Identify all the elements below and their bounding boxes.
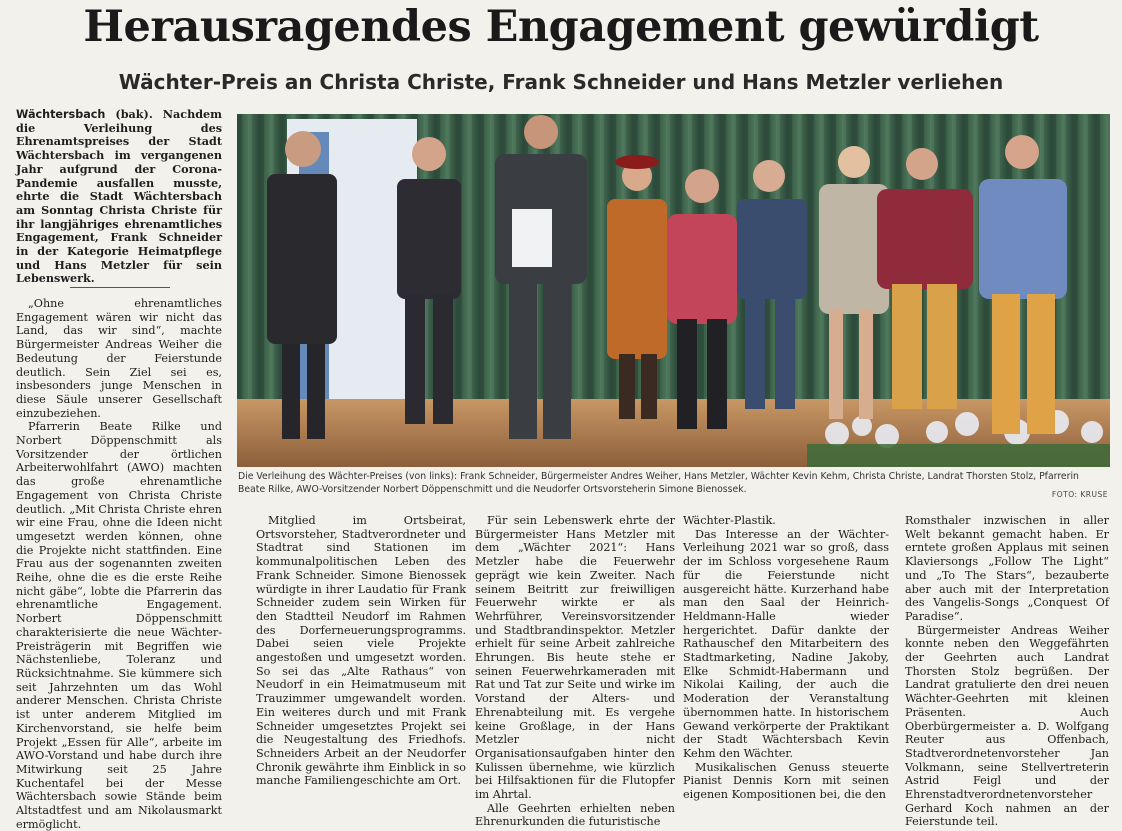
photo-caption: Die Verleihung des Wächter-Preises (von links): Frank Schneider, Bürgermeister Andres Weiher, Hans Metzler, Wächter Kevin Kehm, Christa Christe, Landrat Thorsten Stolz, Pfarrerin Beate Rilke, AWO-Vorsitzender Norbert Döppenschmitt und die Neudorfer Ortsvorsteherin Simone Bienossek. [238, 471, 1079, 495]
article-column-1 [16, 297, 222, 831]
paragraph: Musikalischen Genuss steuerte Pianist Dennis Korn mit seinen eigenen Kompositionen bei, die den [683, 760, 889, 802]
article-column-5 [905, 514, 1109, 829]
article-headline: Herausragendes Engagement gewürdigt [83, 2, 1039, 52]
paragraph: Bürgermeister Andreas Weiher konnte neben den Weggefährten der Geehrten auch Landrat Thorsten Stolz begrüßen. Der Landrat gratulierte den drei neuen Wächter-Geehrten mit kleinen Präsenten. Auch Oberbürgermeister a. D. Wolfgang Reuter aus Offenbach, Stadtverordnetenvorsteher Jan Volkmann, seine Stellvertreterin Astrid Feigl und der Ehrenstadtverordnetenvorsteher Gerhard Koch nahmen an der Feierstunde teil. [905, 623, 1109, 829]
paragraph: Das Interesse an der Wächter-Verleihung 2021 war so groß, dass der im Schloss vorgesehene Raum für die Feierstunde nicht ausgereicht hätte. Kurzerhand habe man den Saal der Heinrich-Heldmann-Halle wieder hergerichtet. Dafür dankte der Rathauschef den Mitarbeitern des Stadtmarketing, Nadine Jakoby, Elke Schmidt-Habermann und Nikolai Kailing, der auch die Moderation der Veranstaltung übernommen hatte. In historischem Gewand verkörperte der Praktikant der Stadt Wächtersbach Kevin Kehm den Wächter. [683, 527, 889, 760]
article-lead [16, 108, 222, 286]
paragraph: Wächter-Plastik. [683, 514, 776, 527]
paragraph: Pfarrerin Beate Rilke und Norbert Döppenschmitt als Vorsitzender der örtlichen Arbeiterwohlfahrt (AWO) machten das große ehrenamtliche Engagement von Christa Christe deutlich. „Mit Christa Christe ehren wir eine Frau, ohne die Ideen nicht umgesetzt werden können, ohne die Projekte nicht stattfinden. Eine Frau aus der sogenannten zweiten Reihe, ohne die es die erste Reihe nicht gäbe“, lobte die Pfarrerin das ehrenamtliche Engagement. Norbert Döppenschmitt charakterisierte die neue Wächter-Preisträgerin mit Begriffen wie Nächstenliebe, Toleranz und Rücksichtnahme. Sie kümmere sich seit Jahrzehnten um das Wohl anderer Menschen. Christa Christe ist unter anderem Mitglied im Kirchenvorstand, sie helfe beim Projekt „Essen für Alle“, arbeite im AWO-Vorstand und habe durch ihre Mitwirkung seit 25 Jahre Kuchentafel bei der Messe Wächtersbach sowie Stände beim Altstadtfest und am Nikolausmarkt ermöglicht. [16, 420, 222, 831]
article-column-4 [683, 514, 889, 802]
paragraph: Alle Geehrten erhielten neben Ehrenurkunden die futuristische [475, 801, 675, 829]
paragraph: „Ohne ehrenamtliches Engagement wären wir nicht das Land, das wir sind“, machte Bürgermeister Andreas Weiher die Bedeutung der Feierstunde deutlich. Sein Ziel sei es, insbesonders junge Menschen in diese Säule unserer Gesellschaft einzubeziehen. [16, 297, 222, 420]
article-column-2 [256, 514, 466, 788]
photo-credit: FOTO: KRUSE [1051, 490, 1108, 499]
ceremony-photo [237, 114, 1110, 467]
paragraph: Für sein Lebenswerk ehrte der Bürgermeister Hans Metzler mit dem „Wächter 2021“: Hans Metzler habe die Feuerwehr geprägt wie kein Zweiter. Nach seinem Beitritt zur freiwilligen Feuerwehr wirkte er als Wehrführer, Vereinsvorsitzender und Stadtbrandinspektor. Metzler erhielt für seine Arbeit zahlreiche Ehrungen. Bis heute stehe er seinen Feuerwehrkameraden mit Rat und Tat zur Seite und wirke im Vorstand der Alters- und Ehrenabteilung mit. Es vergehe keine Großlage, in der Hans Metzler nicht Organisationsaufgaben hinter den Kulissen übernehme, wie kürzlich bei Hilfsaktionen für die Flutopfer im Ahrtal. [475, 514, 675, 802]
article-subheadline: Wächter-Preis an Christa Christe, Frank Schneider und Hans Metzler verliehen [118, 70, 1004, 94]
paragraph: Romsthaler inzwischen in aller Welt bekannt gemacht haben. Er erntete großen Applaus mit seinen Klaviersongs „Follow The Light“ und „To The Stars“, bezauberte aber auch mit der Interpretation des Vangelis-Songs „Conquest Of Paradise“. [905, 514, 1109, 623]
article-column-3 [475, 514, 675, 829]
column-separator [70, 287, 170, 288]
lead-text: (bak). Nachdem die Verleihung des Ehrenamtspreises der Stadt Wächtersbach im vergangenen Jahr aufgrund der Corona-Pandemie ausfallen musste, ehrte die Stadt Wächtersbach am Sonntag Christa Christe für ihr langjähriges ehrenamtliches Engagement, Frank Schneider in der Kategorie Heimatpflege und Hans Metzler für sein Lebenswerk. [16, 107, 222, 286]
dateline-place: Wächtersbach [16, 108, 106, 121]
paragraph: Mitglied im Ortsbeirat, Ortsvorsteher, Stadtverordneter und Stadtrat sind Stationen im kommunalpolitischen Leben des Frank Schneider. Simone Bienossek würdigte in ihrer Laudatio für Frank Schneider zudem sein Wirken für den Stadtteil Neudorf im Rahmen des Dorferneuerungsprogramms. Dabei seien viele Projekte angestoßen und umgesetzt worden. So sei das „Alte Rathaus“ von Neudorf in ein Heimatmuseum mit Trauzimmer umgewandelt worden. Ein weiteres durch und mit Frank Schneider umgesetztes Projekt sei die Neugestaltung des Friedhofs. Schneiders Arbeit an der Neudorfer Chronik gewährte ihm Einblick in so manche Familiengeschichte am Ort. [256, 514, 466, 788]
